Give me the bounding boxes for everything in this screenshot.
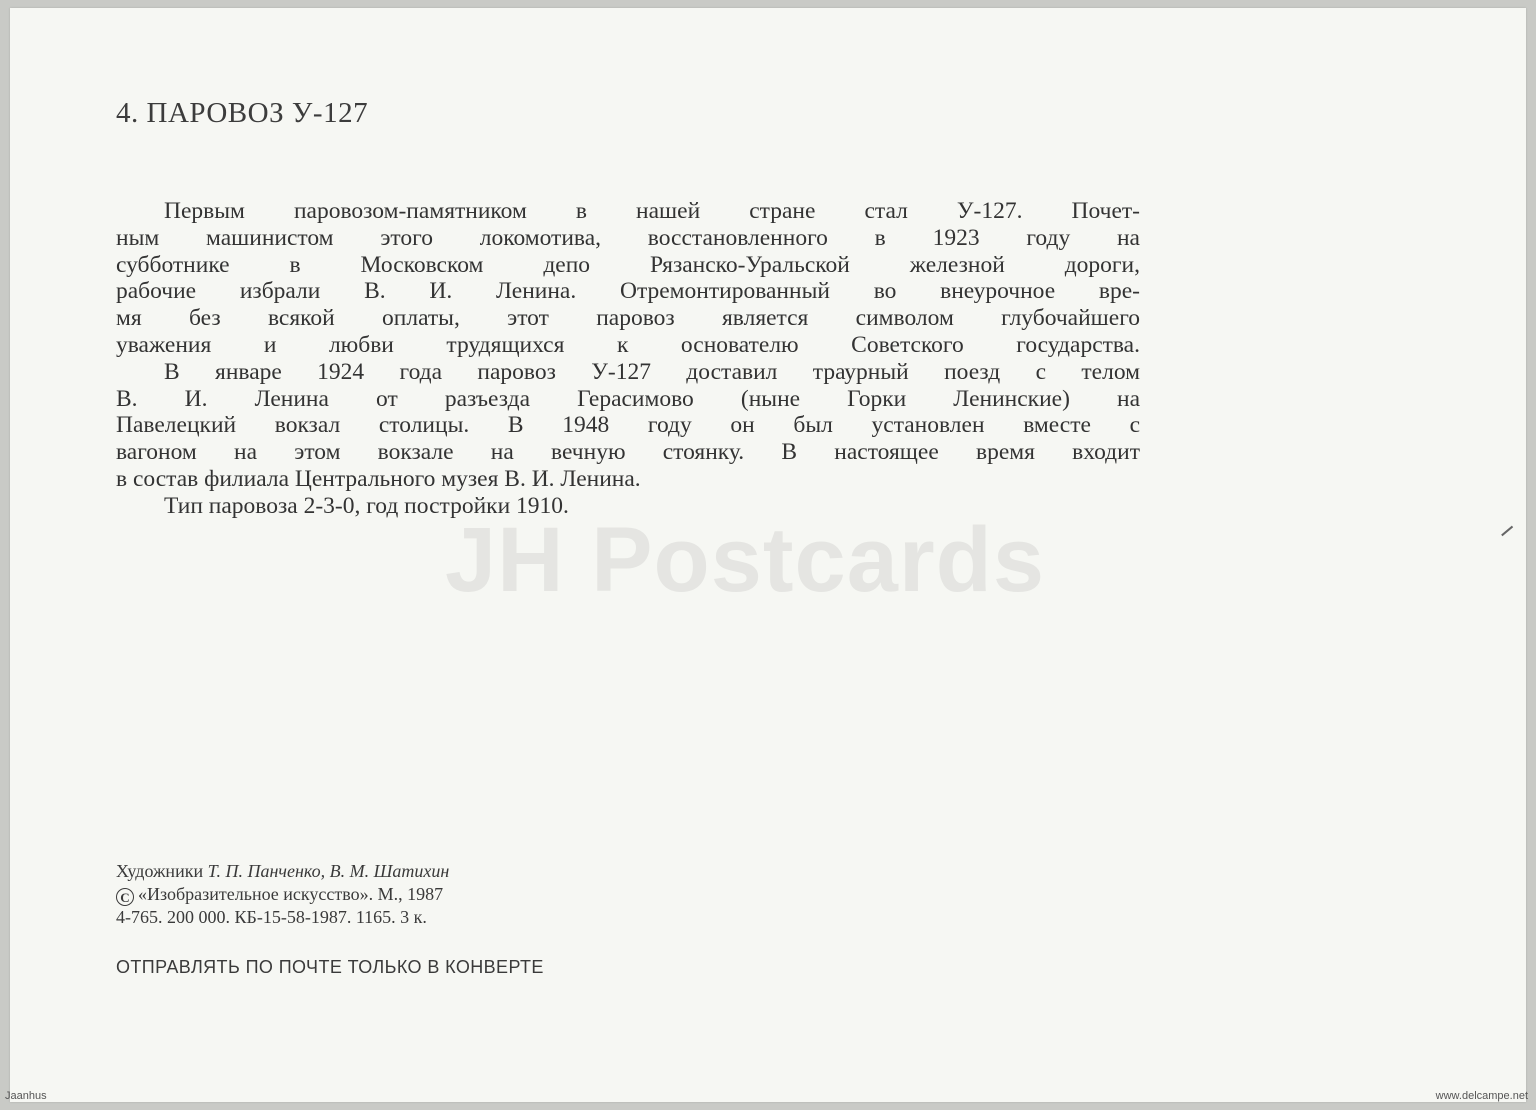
- postcard-back: [10, 8, 1526, 1102]
- text-line: Павелецкий вокзал столицы. В 1948 году он был установлен вместе с: [116, 412, 1140, 439]
- publisher-text: «Изобразительное искусство». М., 1987: [138, 884, 444, 904]
- text-line: в состав филиала Центрального музея В. И. Ленина.: [116, 465, 641, 492]
- text-line: В январе 1924 года паровоз У-127 доставил траурный поезд с телом: [164, 358, 1140, 385]
- seller-label: Jaanhus: [5, 1090, 47, 1102]
- text-line: субботнике в Московском депо Рязанско-Уральской железной дороги,: [116, 251, 1140, 278]
- text-line: Тип паровоза 2-3-0, год постройки 1910.: [164, 492, 569, 519]
- mail-notice: ОТПРАВЛЯТЬ ПО ПОЧТЕ ТОЛЬКО В КОНВЕРТЕ: [116, 957, 544, 977]
- text-line: Первым паровозом-памятником в нашей стране стал У-127. Почет-: [164, 198, 1140, 224]
- text-line: мя без всякой оплаты, этот паровоз является символом глубочайшего: [116, 305, 1140, 332]
- copyright-icon: C: [116, 888, 134, 906]
- credits-block: [116, 860, 449, 929]
- text-line: уважения и любви трудящихся к основателю Советского государства.: [116, 331, 1140, 358]
- artists-label: Художники: [116, 861, 204, 881]
- artists-row: [116, 860, 449, 883]
- text-line: вагоном на этом вокзале на вечную стоянку. В настоящее время входит: [116, 439, 1140, 466]
- print-info: 4-765. 200 000. КБ-15-58-1987. 1165. 3 к.: [116, 907, 427, 927]
- artists-names: Т. П. Панченко, В. М. Шатихин: [207, 861, 450, 881]
- text-line: ным машинистом этого локомотива, восстановленного в 1923 году на: [116, 224, 1140, 251]
- text-line: В. И. Ленина от разъезда Герасимово (ныне Горки Ленинские) на: [116, 385, 1140, 412]
- description-text: [116, 198, 1140, 520]
- text-line: рабочие избрали В. И. Ленина. Отремонтированный во внеурочное вре-: [116, 278, 1140, 305]
- site-label: www.delcampe.net: [1435, 1090, 1528, 1102]
- postcard-title: 4. ПАРОВОЗ У-127: [116, 97, 369, 129]
- publisher-row: [116, 883, 449, 906]
